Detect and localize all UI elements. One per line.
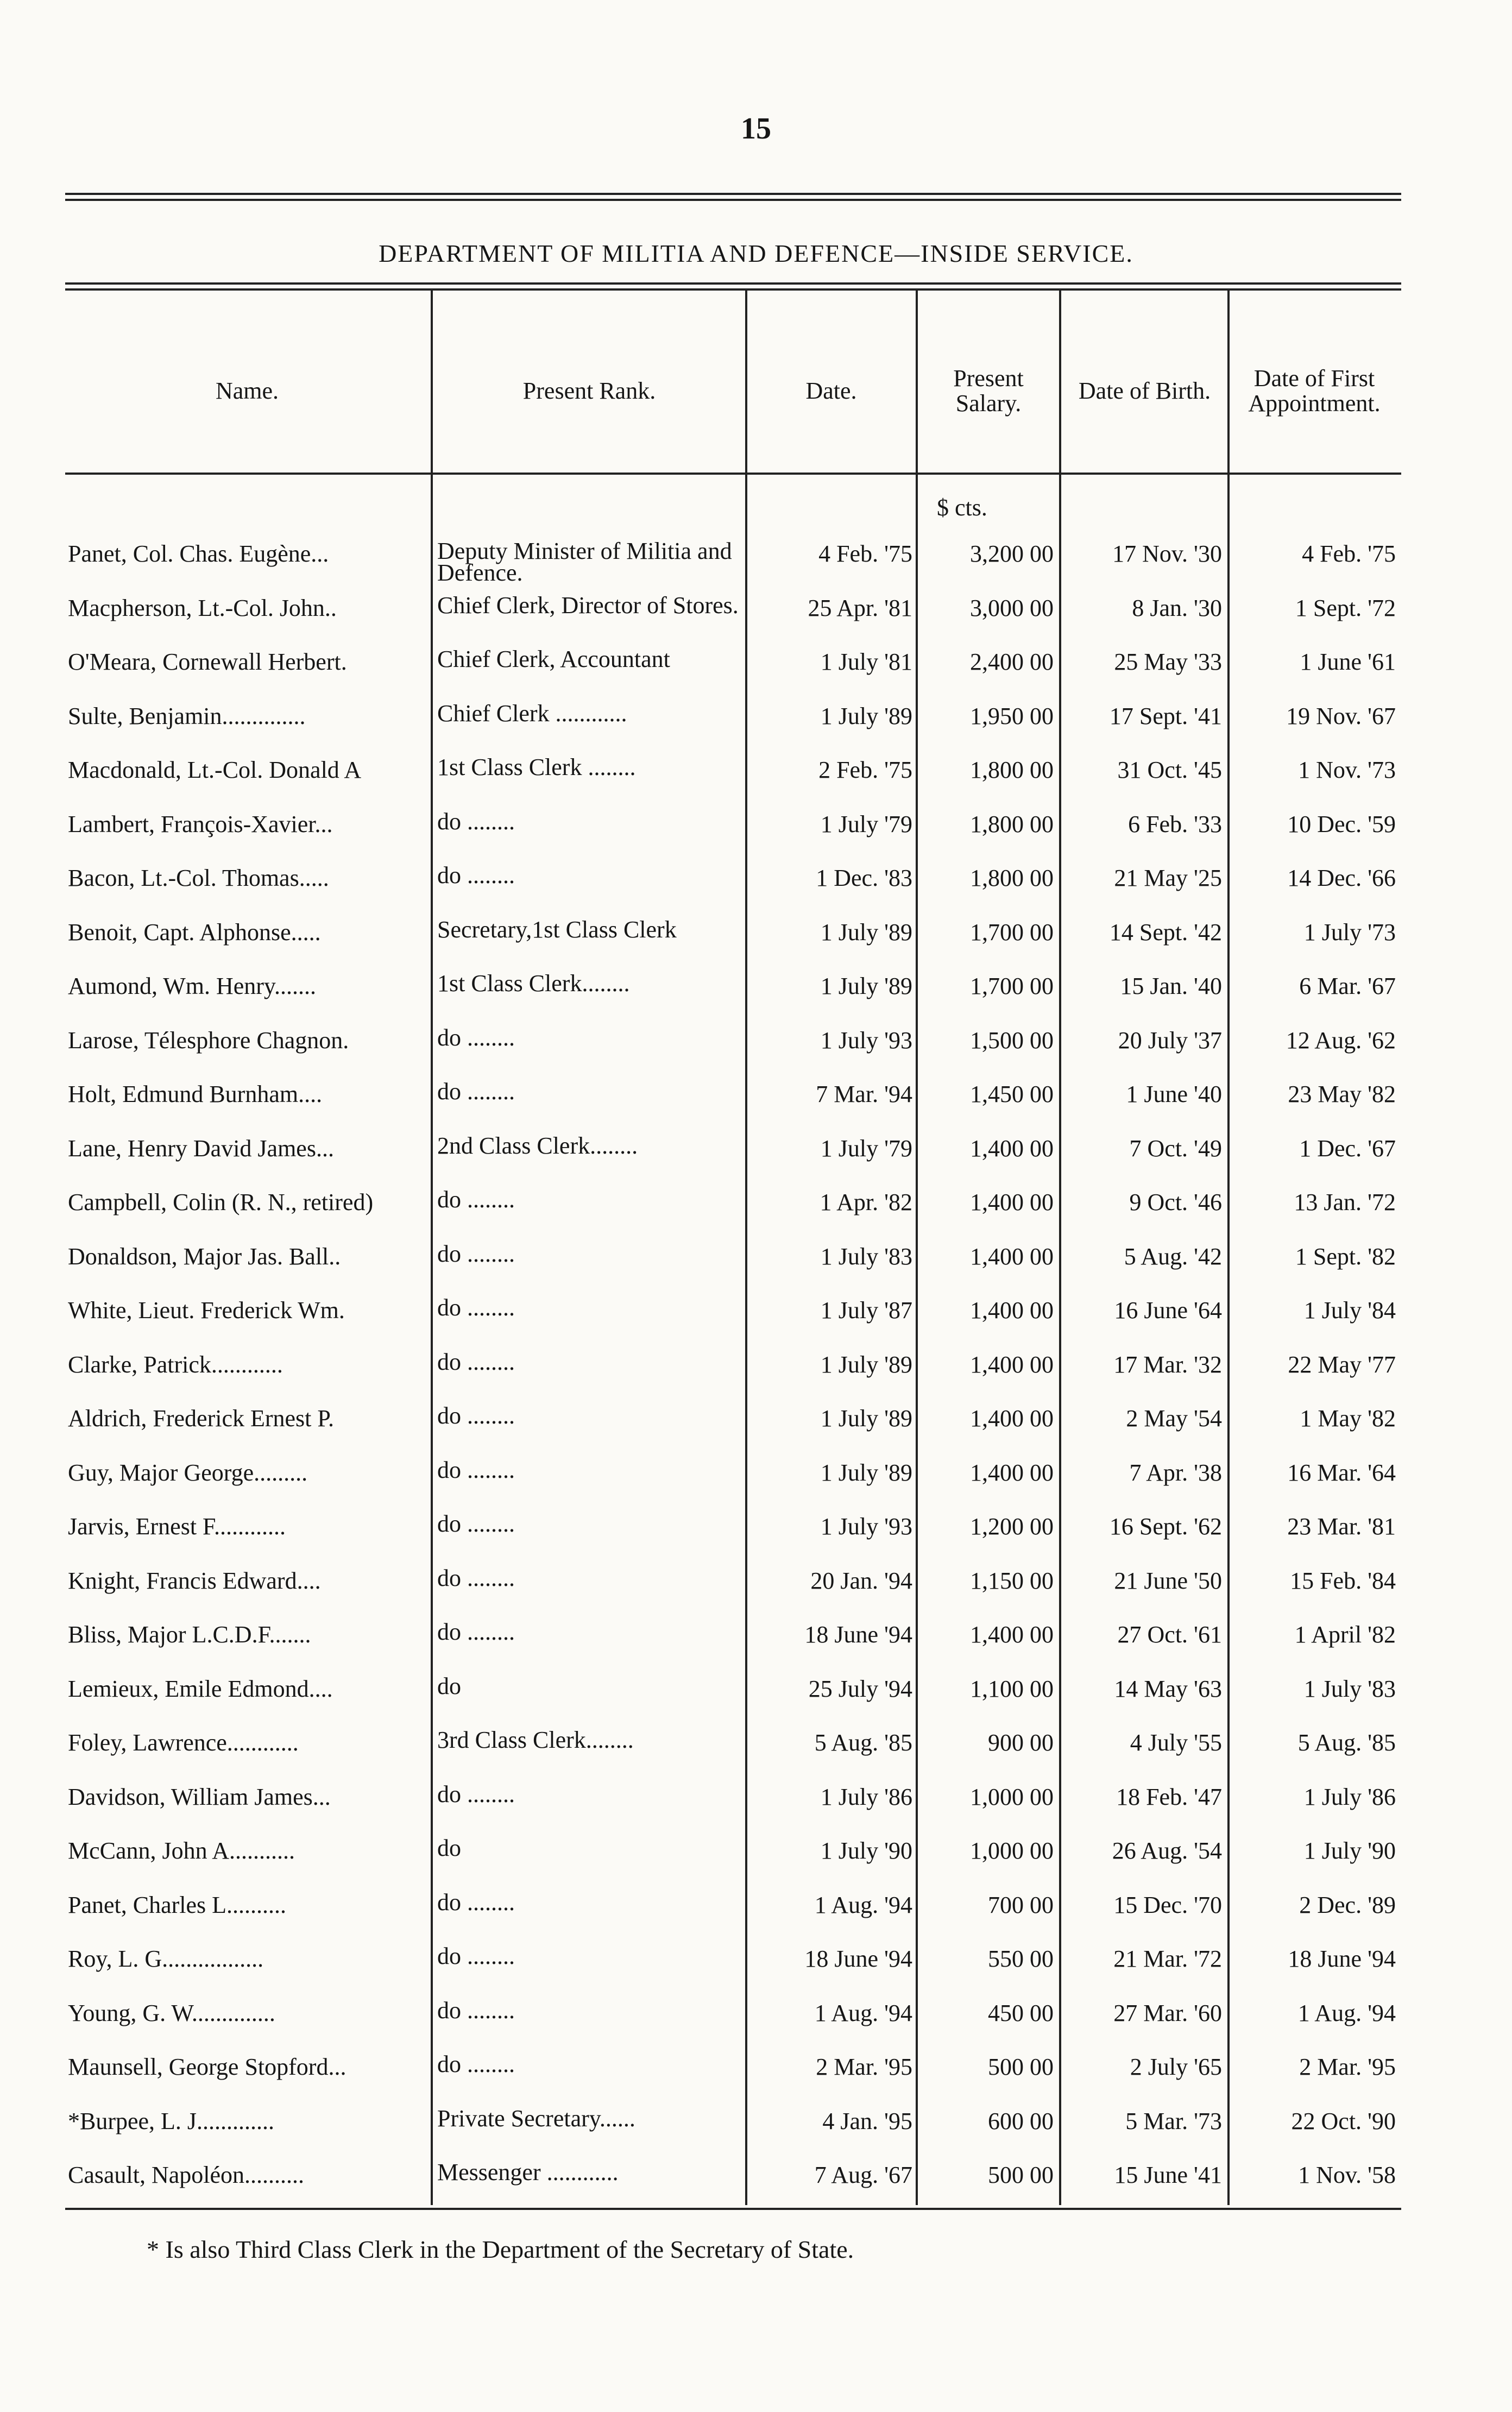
table-cell-salary: 1,400 00 [970, 1621, 1054, 1648]
table-cell-name: Foley, Lawrence............ [68, 1729, 299, 1756]
table-cell-salary: 1,400 00 [970, 1135, 1054, 1162]
table-cell-appointment: 1 Nov. '58 [1298, 2162, 1396, 2188]
table-cell-birth: 5 Mar. '73 [1125, 2107, 1222, 2134]
table-cell-appointment: 16 Mar. '64 [1287, 1459, 1396, 1486]
table-cell-appointment: 14 Dec. '66 [1287, 865, 1396, 891]
table-cell-date: 1 July '83 [820, 1243, 912, 1270]
table-cell-name: Knight, Francis Edward.... [68, 1567, 321, 1594]
table-cell-birth: 21 May '25 [1114, 865, 1222, 891]
table-cell-date: 1 July '89 [820, 1459, 912, 1486]
table-cell-salary: 1,700 00 [970, 973, 1054, 999]
header-underline [65, 473, 1401, 475]
table-cell-name: Lambert, François-Xavier... [68, 810, 333, 837]
column-header-rank: Present Rank. [522, 377, 656, 404]
table-cell-salary: 1,400 00 [970, 1459, 1054, 1486]
table-cell-date: 20 Jan. '94 [810, 1567, 912, 1594]
table-cell-birth: 20 July '37 [1118, 1026, 1222, 1054]
table-cell-birth: 2 July '65 [1130, 2054, 1222, 2080]
table-cell-birth: 14 Sept. '42 [1109, 918, 1222, 946]
table-cell-rank: 1st Class Clerk ........ [437, 754, 636, 780]
table-cell-rank: 3rd Class Clerk........ [437, 1727, 634, 1753]
table-cell-appointment: 6 Mar. '67 [1299, 973, 1396, 999]
column-divider [431, 291, 433, 2205]
table-cell-birth: 7 Oct. '49 [1129, 1135, 1222, 1162]
column-divider [1227, 291, 1230, 2205]
table-cell-birth: 26 Aug. '54 [1112, 1837, 1222, 1864]
table-cell-rank: do ........ [437, 1078, 515, 1105]
table-cell-appointment: 2 Dec. '89 [1299, 1891, 1396, 1918]
table-cell-birth: 15 Jan. '40 [1120, 973, 1222, 999]
table-cell-birth: 16 June '64 [1114, 1297, 1222, 1324]
column-divider [745, 291, 747, 2205]
table-cell-birth: 18 Feb. '47 [1116, 1783, 1222, 1810]
table-cell-appointment: 19 Nov. '67 [1286, 702, 1396, 729]
table-cell-appointment: 4 Feb. '75 [1302, 540, 1396, 567]
table-cell-appointment: 1 July '73 [1303, 918, 1396, 946]
table-cell-date: 1 July '90 [820, 1837, 912, 1864]
table-cell-salary: 700 00 [988, 1891, 1054, 1918]
table-cell-salary: 1,400 00 [970, 1243, 1054, 1270]
table-cell-salary: 1,800 00 [970, 757, 1054, 783]
table-cell-rank: do ........ [437, 1997, 515, 2024]
table-cell-salary: 2,400 00 [970, 648, 1054, 675]
table-cell-birth: 27 Mar. '60 [1113, 1999, 1222, 2026]
currency-header: $ cts. [937, 494, 987, 521]
table-cell-appointment: 12 Aug. '62 [1286, 1026, 1396, 1054]
page-number: 15 [741, 112, 771, 146]
bottom-rule [65, 2208, 1401, 2210]
table-cell-salary: 1,150 00 [970, 1567, 1054, 1594]
table-cell-date: 7 Mar. '94 [816, 1081, 912, 1107]
table-cell-appointment: 1 May '82 [1300, 1405, 1396, 1432]
table-cell-name: Lemieux, Emile Edmond.... [68, 1675, 333, 1702]
table-cell-date: 25 Apr. '81 [808, 594, 912, 621]
table-cell-date: 1 July '86 [820, 1783, 912, 1810]
table-cell-name: Young, G. W.............. [68, 1999, 275, 2026]
table-cell-salary: 1,400 00 [970, 1351, 1054, 1378]
table-cell-date: 4 Jan. '95 [822, 2107, 912, 2134]
table-cell-birth: 6 Feb. '33 [1128, 810, 1222, 837]
table-cell-birth: 25 May '33 [1114, 648, 1222, 675]
table-cell-date: 18 June '94 [804, 1621, 912, 1648]
table-cell-name: Jarvis, Ernest F............ [68, 1513, 286, 1540]
table-cell-birth: 4 July '55 [1130, 1729, 1222, 1756]
table-cell-salary: 3,000 00 [970, 594, 1054, 621]
table-cell-name: White, Lieut. Frederick Wm. [68, 1297, 345, 1324]
table-cell-appointment: 1 July '90 [1303, 1837, 1396, 1864]
table-cell-date: 1 July '89 [820, 702, 912, 729]
table-cell-appointment: 1 Sept. '82 [1295, 1243, 1396, 1270]
table-cell-date: 5 Aug. '85 [814, 1729, 912, 1756]
table-cell-name: Casault, Napoléon.......... [68, 2162, 305, 2188]
table-cell-date: 1 July '81 [820, 648, 912, 675]
table-cell-date: 1 July '79 [820, 1135, 912, 1162]
table-cell-rank: Messenger ............ [437, 2159, 619, 2186]
table-cell-date: 2 Feb. '75 [818, 757, 912, 783]
table-cell-salary: 1,700 00 [970, 918, 1054, 946]
table-cell-appointment: 15 Feb. '84 [1290, 1567, 1396, 1594]
table-cell-salary: 3,200 00 [970, 540, 1054, 567]
table-cell-birth: 21 Mar. '72 [1113, 1945, 1222, 1972]
table-cell-birth: 8 Jan. '30 [1132, 594, 1222, 621]
table-cell-salary: 1,200 00 [970, 1513, 1054, 1540]
table-cell-appointment: 2 Mar. '95 [1299, 2054, 1396, 2080]
table-cell-name: Bacon, Lt.-Col. Thomas..... [68, 865, 329, 891]
table-cell-rank: do ........ [437, 1456, 515, 1483]
table-cell-rank: Private Secretary...... [437, 2105, 635, 2132]
table-cell-birth: 27 Oct. '61 [1117, 1621, 1222, 1648]
table-cell-name: Panet, Charles L.......... [68, 1891, 287, 1918]
table-cell-salary: 500 00 [988, 2162, 1054, 2188]
table-cell-rank: do ........ [437, 862, 515, 889]
top-rule [65, 193, 1401, 195]
table-cell-birth: 14 May '63 [1114, 1675, 1222, 1702]
column-divider [1059, 291, 1061, 2205]
title-rule-2 [65, 288, 1401, 291]
title-rule [65, 282, 1401, 285]
table-cell-date: 7 Aug. '67 [814, 2162, 912, 2188]
table-cell-appointment: 1 June '61 [1300, 648, 1396, 675]
table-cell-date: 1 July '89 [820, 973, 912, 999]
page-title: DEPARTMENT OF MILITIA AND DEFENCE—INSIDE SERVICE. [379, 240, 1133, 267]
table-cell-name: Aldrich, Frederick Ernest P. [68, 1405, 334, 1432]
column-header-salary: Present Salary. [953, 365, 1024, 417]
table-cell-salary: 500 00 [988, 2054, 1054, 2080]
table-cell-rank: Chief Clerk ............ [437, 700, 627, 727]
table-cell-rank: 1st Class Clerk........ [437, 970, 630, 997]
table-cell-salary: 1,800 00 [970, 865, 1054, 891]
table-cell-rank: do ........ [437, 1619, 515, 1645]
table-cell-name: O'Meara, Cornewall Herbert. [68, 648, 347, 675]
table-cell-salary: 1,450 00 [970, 1081, 1054, 1107]
table-cell-birth: 1 June '40 [1126, 1081, 1222, 1107]
table-cell-name: Davidson, William James... [68, 1783, 331, 1810]
table-cell-appointment: 13 Jan. '72 [1294, 1189, 1396, 1216]
table-cell-name: Macpherson, Lt.-Col. John.. [68, 594, 337, 621]
table-cell-appointment: 23 May '82 [1288, 1081, 1396, 1107]
table-cell-name: Panet, Col. Chas. Eugène... [68, 540, 329, 567]
table-cell-appointment: 23 Mar. '81 [1287, 1513, 1396, 1540]
table-cell-date: 2 Mar. '95 [816, 2054, 912, 2080]
table-cell-name: Larose, Télesphore Chagnon. [68, 1026, 349, 1054]
table-cell-salary: 1,400 00 [970, 1297, 1054, 1324]
table-cell-rank: Chief Clerk, Director of Stores. [437, 591, 739, 619]
footnote: * Is also Third Class Clerk in the Department of the Secretary of State. [147, 2235, 854, 2263]
table-cell-birth: 9 Oct. '46 [1129, 1189, 1222, 1216]
table-cell-salary: 1,800 00 [970, 810, 1054, 837]
table-cell-appointment: 1 Dec. '67 [1299, 1135, 1396, 1162]
table-cell-date: 1 Aug. '94 [814, 1891, 912, 1918]
table-cell-name: Sulte, Benjamin.............. [68, 702, 306, 729]
table-cell-date: 1 Dec. '83 [816, 865, 912, 891]
table-cell-appointment: 1 July '86 [1303, 1783, 1396, 1810]
table-cell-name: Maunsell, George Stopford... [68, 2054, 346, 2080]
table-cell-salary: 1,400 00 [970, 1405, 1054, 1432]
column-header-date: Date. [805, 377, 857, 404]
table-cell-salary: 900 00 [988, 1729, 1054, 1756]
table-cell-birth: 5 Aug. '42 [1124, 1243, 1222, 1270]
table-cell-rank: do ........ [437, 1564, 515, 1591]
table-cell-salary: 1,000 00 [970, 1783, 1054, 1810]
table-cell-name: Aumond, Wm. Henry....... [68, 973, 317, 999]
table-cell-rank: Deputy Minister of Militia and Defence. [437, 538, 732, 586]
table-cell-rank: do ........ [437, 1294, 515, 1321]
column-header-appointment: Date of First Appointment. [1248, 365, 1381, 417]
table-cell-appointment: 1 April '82 [1294, 1621, 1396, 1648]
table-cell-rank: do ........ [437, 1186, 515, 1213]
table-cell-appointment: 22 Oct. '90 [1291, 2107, 1396, 2134]
table-cell-date: 1 July '89 [820, 918, 912, 946]
table-cell-salary: 1,500 00 [970, 1026, 1054, 1054]
table-cell-rank: do ........ [437, 1348, 515, 1375]
table-cell-birth: 17 Mar. '32 [1113, 1351, 1222, 1378]
table-cell-birth: 15 Dec. '70 [1113, 1891, 1222, 1918]
table-cell-name: Roy, L. G................. [68, 1945, 264, 1972]
table-cell-rank: do ........ [437, 808, 515, 835]
table-cell-name: Clarke, Patrick............ [68, 1351, 283, 1378]
table-cell-appointment: 1 Nov. '73 [1298, 757, 1396, 783]
table-cell-rank: do ........ [437, 1888, 515, 1916]
table-cell-salary: 1,100 00 [970, 1675, 1054, 1702]
table-cell-rank: do [437, 1835, 461, 1861]
table-cell-appointment: 1 July '83 [1303, 1675, 1396, 1702]
table-cell-name: *Burpee, L. J............. [68, 2107, 275, 2134]
table-cell-date: 1 Apr. '82 [820, 1189, 912, 1216]
table-cell-birth: 17 Sept. '41 [1109, 702, 1222, 729]
table-cell-rank: do ........ [437, 1240, 515, 1267]
table-cell-rank: 2nd Class Clerk........ [437, 1132, 638, 1159]
table-cell-rank: do ........ [437, 2051, 515, 2077]
table-cell-name: Benoit, Capt. Alphonse..... [68, 918, 321, 946]
table-cell-name: Macdonald, Lt.-Col. Donald A [68, 757, 362, 783]
table-cell-appointment: 5 Aug. '85 [1297, 1729, 1396, 1756]
table-cell-date: 18 June '94 [804, 1945, 912, 1972]
table-cell-salary: 1,400 00 [970, 1189, 1054, 1216]
table-cell-date: 1 July '79 [820, 810, 912, 837]
table-cell-birth: 31 Oct. '45 [1117, 757, 1222, 783]
table-cell-salary: 600 00 [988, 2107, 1054, 2134]
table-cell-appointment: 1 Aug. '94 [1297, 1999, 1396, 2026]
table-cell-appointment: 1 Sept. '72 [1295, 594, 1396, 621]
table-cell-name: Campbell, Colin (R. N., retired) [68, 1189, 374, 1216]
table-cell-birth: 17 Nov. '30 [1112, 540, 1222, 567]
table-cell-name: Holt, Edmund Burnham.... [68, 1081, 323, 1107]
table-cell-date: 4 Feb. '75 [818, 540, 912, 567]
table-cell-date: 1 July '89 [820, 1405, 912, 1432]
column-divider [916, 291, 918, 2205]
table-cell-salary: 550 00 [988, 1945, 1054, 1972]
table-cell-salary: 450 00 [988, 1999, 1054, 2026]
table-cell-name: Donaldson, Major Jas. Ball.. [68, 1243, 341, 1270]
table-cell-name: Lane, Henry David James... [68, 1135, 334, 1162]
table-cell-birth: 2 May '54 [1126, 1405, 1222, 1432]
table-cell-date: 1 July '93 [820, 1513, 912, 1540]
table-cell-birth: 7 Apr. '38 [1129, 1459, 1222, 1486]
table-cell-appointment: 10 Dec. '59 [1287, 810, 1396, 837]
table-cell-birth: 15 June '41 [1114, 2162, 1222, 2188]
table-cell-salary: 1,000 00 [970, 1837, 1054, 1864]
table-cell-rank: do ........ [437, 1943, 515, 1969]
table-cell-date: 25 July '94 [808, 1675, 912, 1702]
column-header-name: Name. [215, 377, 279, 404]
column-header-birth: Date of Birth. [1078, 377, 1211, 404]
table-cell-rank: do ........ [437, 1780, 515, 1808]
table-cell-rank: do ........ [437, 1024, 515, 1051]
table-cell-name: Bliss, Major L.C.D.F....... [68, 1621, 311, 1648]
table-cell-rank: Secretary,1st Class Clerk [437, 916, 677, 943]
table-cell-date: 1 July '87 [820, 1297, 912, 1324]
table-cell-rank: Chief Clerk, Accountant [437, 646, 670, 672]
table-cell-date: 1 Aug. '94 [814, 1999, 912, 2026]
table-cell-rank: do [437, 1672, 461, 1699]
table-cell-rank: do ........ [437, 1402, 515, 1429]
table-cell-birth: 16 Sept. '62 [1109, 1513, 1222, 1540]
table-cell-appointment: 22 May '77 [1288, 1351, 1396, 1378]
table-cell-appointment: 18 June '94 [1288, 1945, 1396, 1972]
table-cell-salary: 1,950 00 [970, 702, 1054, 729]
table-cell-appointment: 1 July '84 [1303, 1297, 1396, 1324]
table-cell-date: 1 July '93 [820, 1026, 912, 1054]
table-cell-date: 1 July '89 [820, 1351, 912, 1378]
table-cell-name: Guy, Major George......... [68, 1459, 308, 1486]
top-rule-2 [65, 199, 1401, 201]
table-cell-birth: 21 June '50 [1114, 1567, 1222, 1594]
table-cell-name: McCann, John A........... [68, 1837, 295, 1864]
table-cell-rank: do ........ [437, 1510, 515, 1537]
